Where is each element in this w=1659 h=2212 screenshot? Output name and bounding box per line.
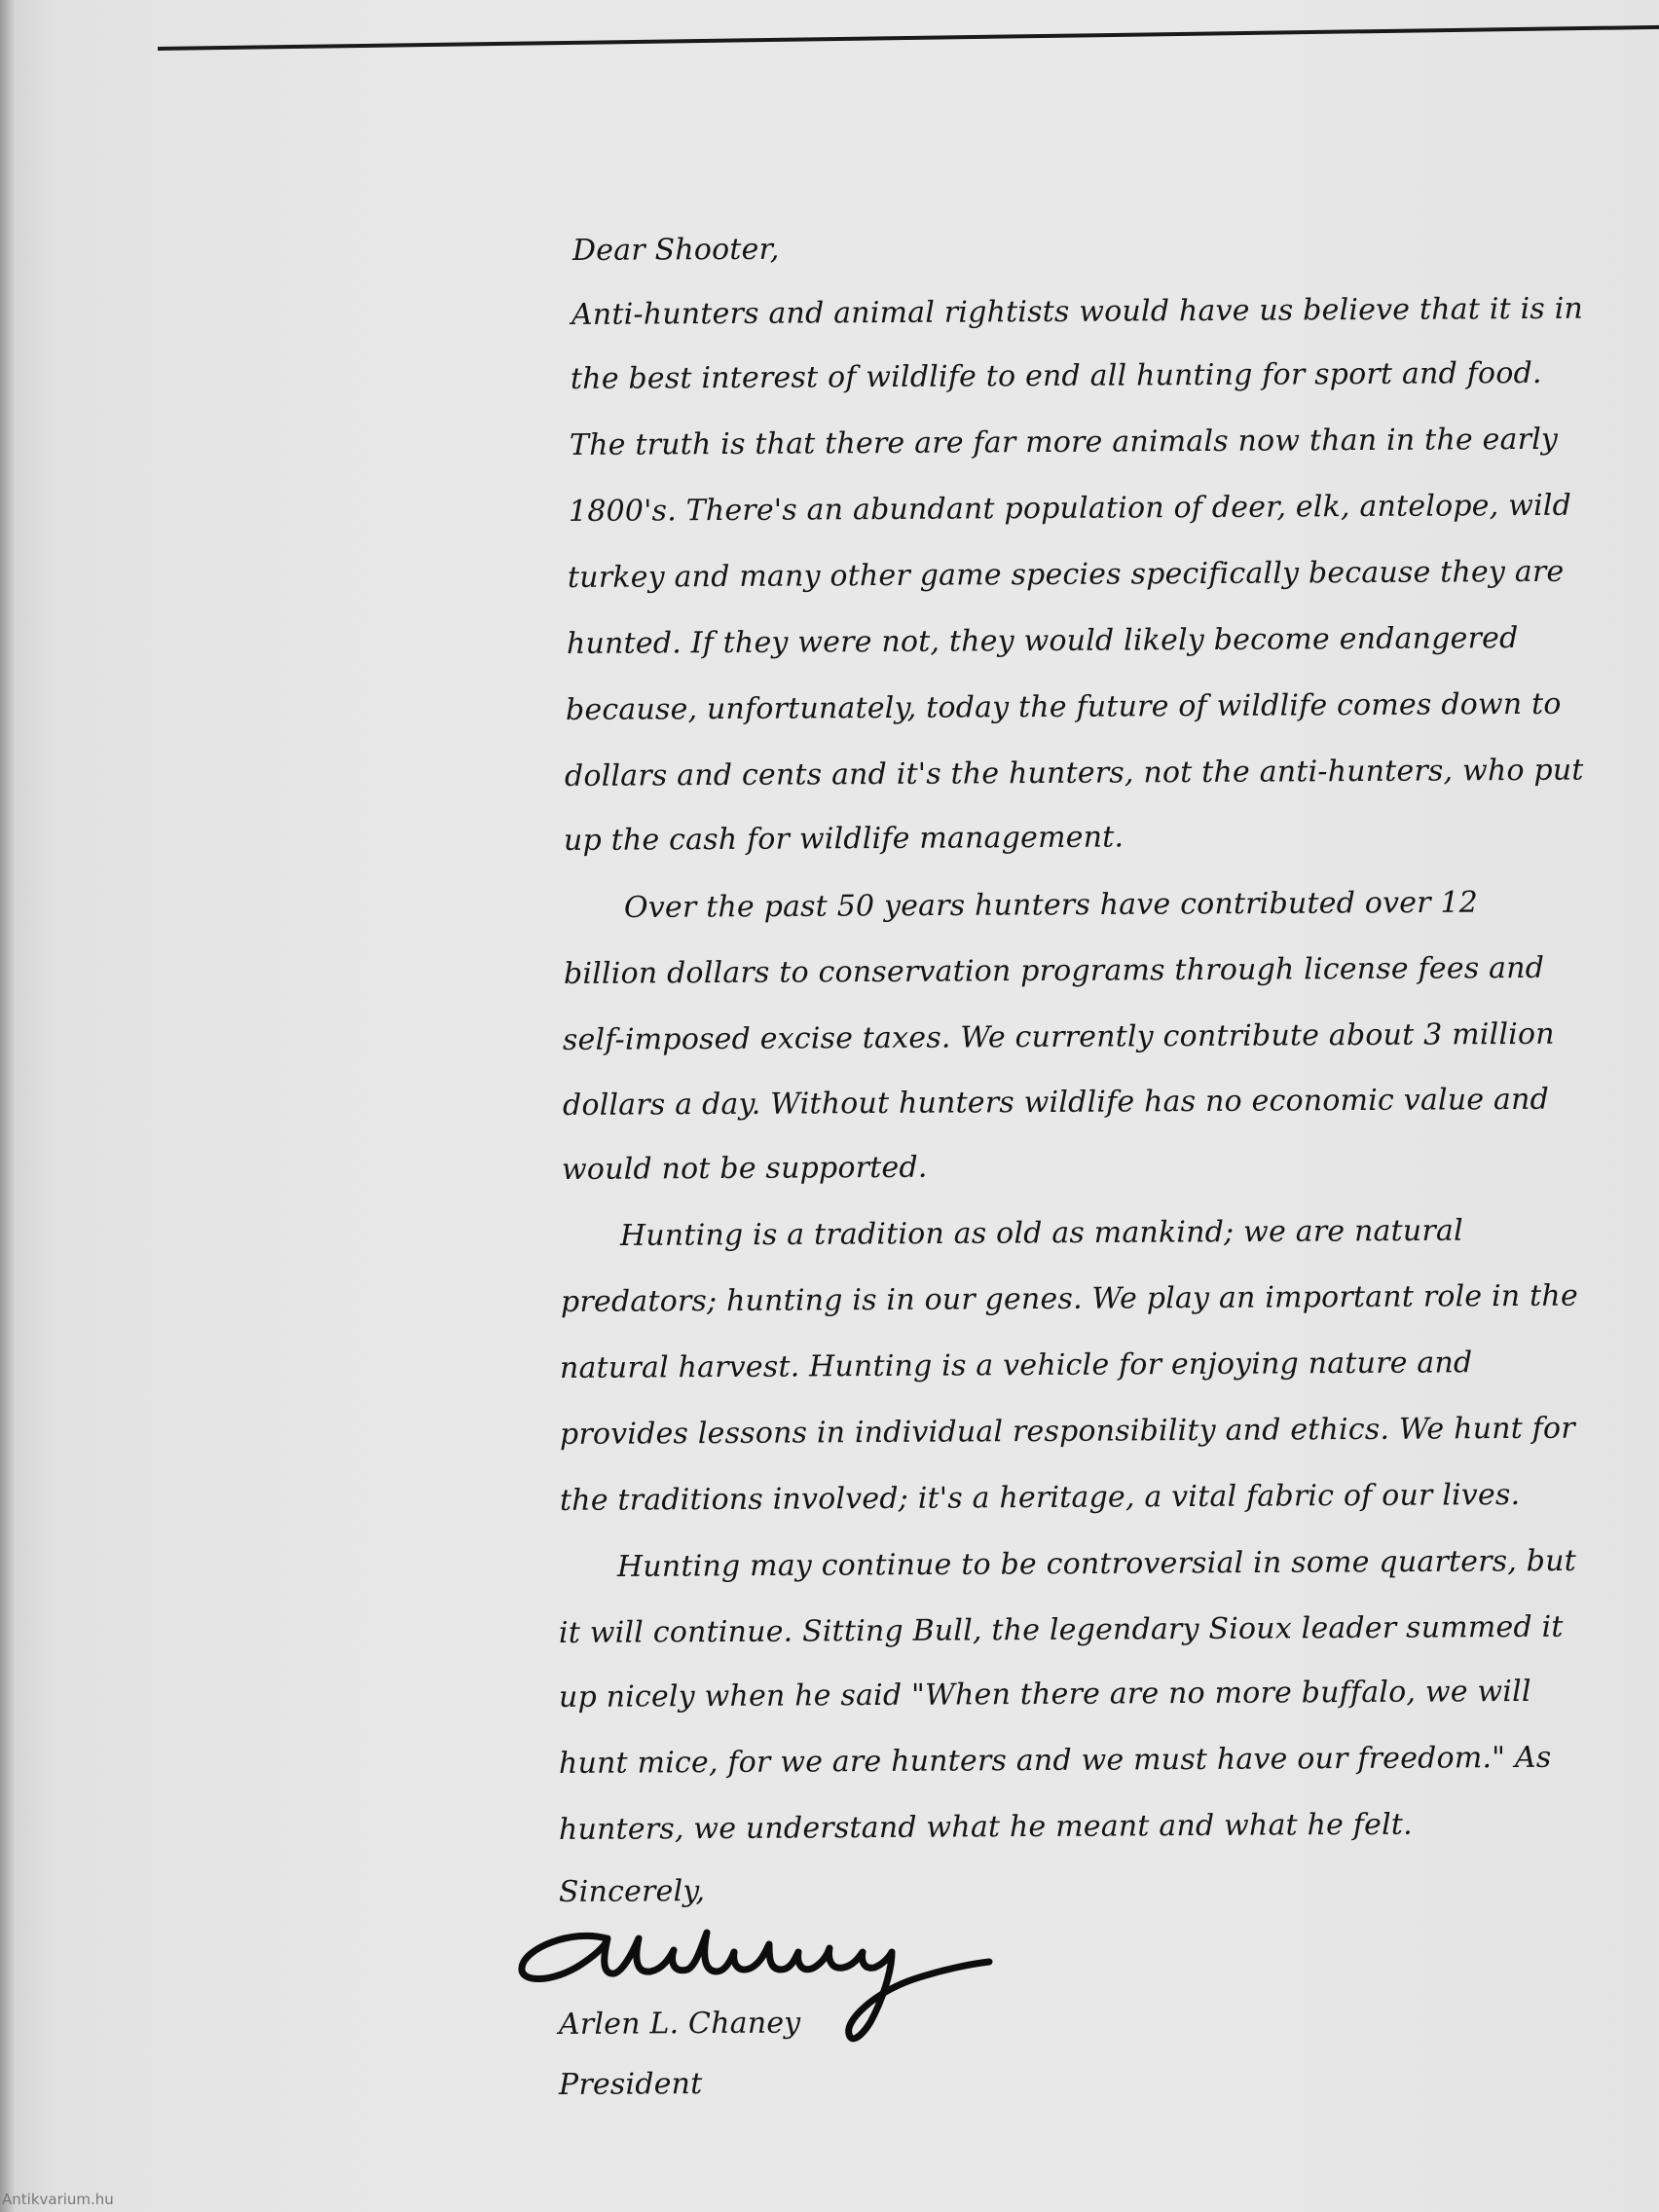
letter-line: predators; hunting is in our genes. We play an important role in the xyxy=(560,1278,1578,1319)
letter-line: dollars a day. Without hunters wildlife has no economic value and xyxy=(562,1082,1550,1123)
letter-line: Hunting is a tradition as old as mankind; we are natural xyxy=(619,1213,1463,1253)
letter-line: hunt mice, for we are hunters and we must have our freedom." As xyxy=(558,1740,1552,1781)
signer-title: President xyxy=(558,2067,703,2102)
letter-line: The truth is that there are far more animals now than in the early xyxy=(569,422,1559,462)
letter-line: the traditions involved; it's a heritage, a vital fabric of our lives. xyxy=(559,1477,1521,1518)
letter-line: 1800's. There's an abundant population of deer, elk, antelope, wild xyxy=(568,488,1572,529)
letter-line: Anti-hunters and animal rightists would have us believe that it is in xyxy=(571,291,1584,332)
letter-line: dollars and cents and it's the hunters, not the anti-hunters, who put xyxy=(564,753,1584,793)
letter-line: the best interest of wildlife to end all hunting for sport and food. xyxy=(570,355,1542,396)
letter-line: provides lessons in individual responsibility and ethics. We hunt for xyxy=(559,1411,1575,1452)
letter-line: up the cash for wildlife management. xyxy=(563,820,1124,858)
letter-greeting: Dear Shooter, xyxy=(571,232,780,268)
letter-line: natural harvest. Hunting is a vehicle for enjoying nature and xyxy=(559,1346,1473,1385)
letter-line: billion dollars to conservation programs through license fees and xyxy=(563,950,1545,991)
letter-line: turkey and many other game species specifically because they are xyxy=(567,554,1565,595)
letter-line: Over the past 50 years hunters have contributed over 12 xyxy=(623,885,1479,925)
letter-line: because, unfortunately, today the future of wildlife comes down to xyxy=(565,686,1562,727)
watermark: Antikvarium.hu xyxy=(2,2191,114,2208)
signer-name: Arlen L. Chaney xyxy=(558,2006,801,2042)
letter-line: self-imposed excise taxes. We currently contribute about 3 million xyxy=(562,1016,1555,1057)
letter-line: hunters, we understand what he meant and what he felt. xyxy=(558,1807,1413,1847)
letter-line: would not be supported. xyxy=(561,1150,928,1187)
letter-line: hunted. If they were not, they would likely become endangered xyxy=(566,621,1519,661)
letter-line: it will continue. Sitting Bull, the legendary Sioux leader summed it xyxy=(558,1609,1564,1650)
letter-line: Hunting may continue to be controversial in some quarters, but xyxy=(616,1543,1577,1584)
letter-closing: Sincerely, xyxy=(558,1874,706,1909)
letter-line: up nicely when he said "When there are no more buffalo, we will xyxy=(558,1674,1531,1714)
